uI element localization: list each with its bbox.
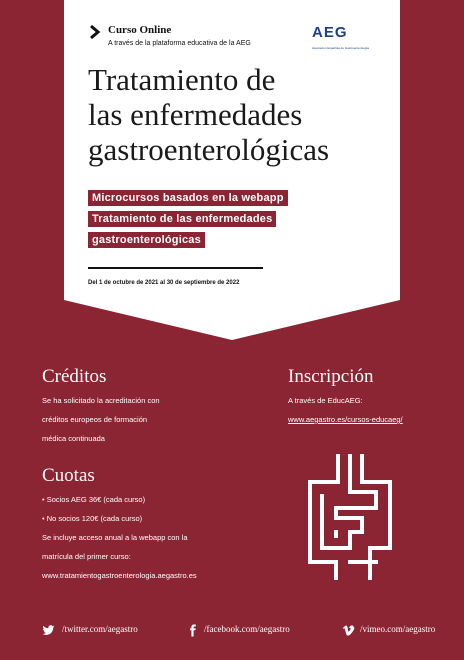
via-text: A través de la plataforma educativa de la AEG [108, 40, 251, 47]
cuotas-line: • Socios AEG 36€ (cada curso) [42, 495, 146, 504]
twitter-link[interactable]: /twitter.com/aegastro [62, 624, 138, 634]
inscripcion-line: A través de EducAEG: [288, 396, 363, 405]
vimeo-icon[interactable] [342, 624, 355, 637]
twitter-icon[interactable] [42, 624, 55, 637]
facebook-link[interactable]: /facebook.com/aegastro [204, 624, 290, 634]
tag-line: Tratamiento de las enfermedades [88, 211, 276, 227]
course-label: Curso Online [108, 24, 172, 36]
vimeo-link[interactable]: /vimeo.com/aegastro [360, 624, 436, 634]
page-title [88, 62, 408, 167]
creditos-line: médica continuada [42, 434, 105, 443]
title-line: gastroenterológicas [88, 132, 330, 167]
title-line: Tratamiento de [88, 62, 276, 97]
creditos-heading: Créditos [42, 366, 107, 387]
logo-text: AEG [312, 24, 348, 41]
tag-line: Microcursos basados en la webapp [88, 190, 288, 206]
aeg-logo [312, 24, 374, 52]
cuotas-line: Se incluye acceso anual a la webapp con la [42, 533, 188, 542]
creditos-line: Se ha solicitado la acreditación con [42, 396, 160, 405]
creditos-line: créditos europeos de formación [42, 415, 148, 424]
title-line: las enfermedades [88, 97, 303, 132]
facebook-icon[interactable] [186, 624, 199, 637]
chevron-right-icon [88, 25, 102, 39]
cuotas-heading: Cuotas [42, 465, 95, 486]
inscripcion-heading: Inscripción [288, 366, 374, 387]
date-range: Del 1 de octubre de 2021 al 30 de septiembre de 2022 [88, 280, 240, 286]
logo-subtitle: Asociación Española de Gastroenterología [312, 46, 369, 50]
inscripcion-link[interactable]: www.aegastro.es/cursos-educaeg/ [288, 415, 403, 424]
cuotas-link[interactable]: www.tratamientogastroenterologia.aegastro.es [42, 571, 197, 580]
tag-line: gastroenterológicas [88, 232, 205, 248]
divider [88, 267, 263, 269]
cuotas-line: • No socios 120€ (cada curso) [42, 514, 143, 523]
intestine-maze-icon [300, 452, 410, 582]
cuotas-line: matrícula del primer curso: [42, 552, 131, 561]
